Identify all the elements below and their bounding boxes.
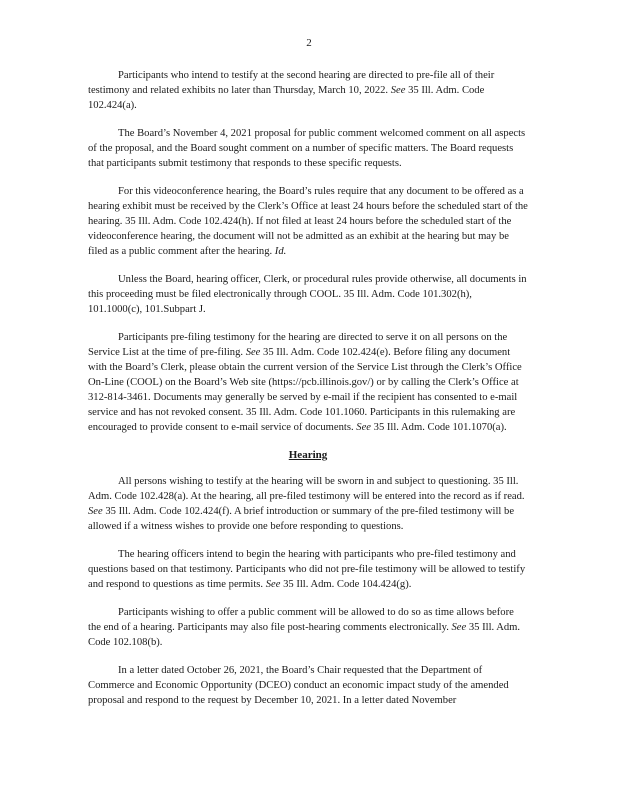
text-segment: For this videoconference hearing, the Board’s rules require that any document to be offered as a hearing exhibit must be received by the Clerk’s Office at least 24 hours before the scheduled start of the hearing. 35 Ill. Adm. Code 102.424(h). If not filed at least 24 hours before the scheduled start of the videoconference hearing, the document will not be admitted as an exhibit at the hearing but may be filed as a public comment after the hearing. (88, 186, 528, 257)
italic-citation: See (88, 506, 103, 517)
paragraph (88, 126, 528, 171)
text-segment: 35 Ill. Adm. Code 104.424(g). (280, 579, 412, 590)
text-segment: All persons wishing to testify at the hearing will be sworn in and subject to questioning. 35 Ill. Adm. Code 102.428(a). At the hearing, all pre-filed testimony will be entered into the record as if read. (88, 476, 525, 502)
paragraphs-bottom (88, 474, 528, 708)
text-segment: 35 Ill. Adm. Code 102.424(e). Before filing any document with the Board’s Clerk, please obtain the current version of the Service List through the Clerk’s Office On-Line (COOL) on the Board’s Web site (https://pcb.illinois.gov/) or by calling the Clerk’s Office at 312-814-3461. Documents may generally be served by e-mail if the recipient has consented to e-mail service and has not revoked consent. 35 Ill. Adm. Code 101.1060. Participants in this rulemaking are encouraged to provide consent to e-mail service of documents. (88, 347, 522, 433)
paragraph (88, 605, 528, 650)
italic-citation: See (265, 579, 281, 590)
text-segment: Unless the Board, hearing officer, Clerk, or procedural rules provide otherwise, all documents in this proceeding must be filed electronically through COOL. 35 Ill. Adm. Code 101.302(h), 101.1000(c), 101.Subpart J. (88, 274, 527, 315)
italic-citation: See (245, 347, 261, 358)
italic-citation: See (390, 85, 406, 96)
paragraph (88, 272, 528, 317)
text-segment: Participants pre-filing testimony for the hearing are directed to serve it on all persons on the Service List at the time of pre-filing. (88, 332, 508, 358)
text-segment: 35 Ill. Adm. Code 102.424(f). A brief introduction or summary of the pre-filed testimony will be allowed if a witness wishes to provide one before responding to questions. (88, 506, 515, 532)
text-segment: Participants who intend to testify at the second hearing are directed to pre-file all of their testimony and related exhibits no later than Thursday, March 10, 2022. (88, 70, 495, 96)
text-segment: Participants wishing to offer a public comment will be allowed to do so as time allows before the end of a hearing. Participants may also file post-hearing comments electronically. (88, 607, 514, 633)
paragraph (88, 663, 528, 708)
document-body (88, 68, 528, 721)
paragraph (88, 184, 528, 259)
text-segment: 35 Ill. Adm. Code 101.1070(a). (371, 422, 507, 433)
section-heading-hearing: Hearing (288, 449, 328, 461)
paragraph (88, 330, 528, 435)
text-segment: 35 Ill. Adm. Code 102.424(a). (88, 85, 485, 111)
italic-citation: Id. (274, 246, 287, 257)
text-segment: In a letter dated October 26, 2021, the Board’s Chair requested that the Department of Commerce and Economic Opportunity (DCEO) conduct an economic impact study of the amended proposal and respond to the request by December 10, 2021. In a letter dated November (88, 665, 509, 706)
paragraphs-top (88, 68, 528, 435)
paragraph (88, 547, 528, 592)
text-segment: 35 Ill. Adm. Code 102.108(b). (88, 622, 521, 648)
paragraph (88, 474, 528, 534)
text-segment: The Board’s November 4, 2021 proposal for public comment welcomed comment on all aspects of the proposal, and the Board sought comment on a number of specific matters. The Board requests that participants submit testimony that responds to these specific requests. (88, 128, 526, 169)
page-number: 2 (306, 37, 312, 49)
italic-citation: See (451, 622, 467, 633)
paragraph (88, 68, 528, 113)
italic-citation: See (356, 422, 371, 433)
text-segment: The hearing officers intend to begin the hearing with participants who pre-filed testimony and questions based on that testimony. Participants who did not pre-file testimony will be allowed to testify and respond to questions as time permits. (88, 549, 526, 590)
